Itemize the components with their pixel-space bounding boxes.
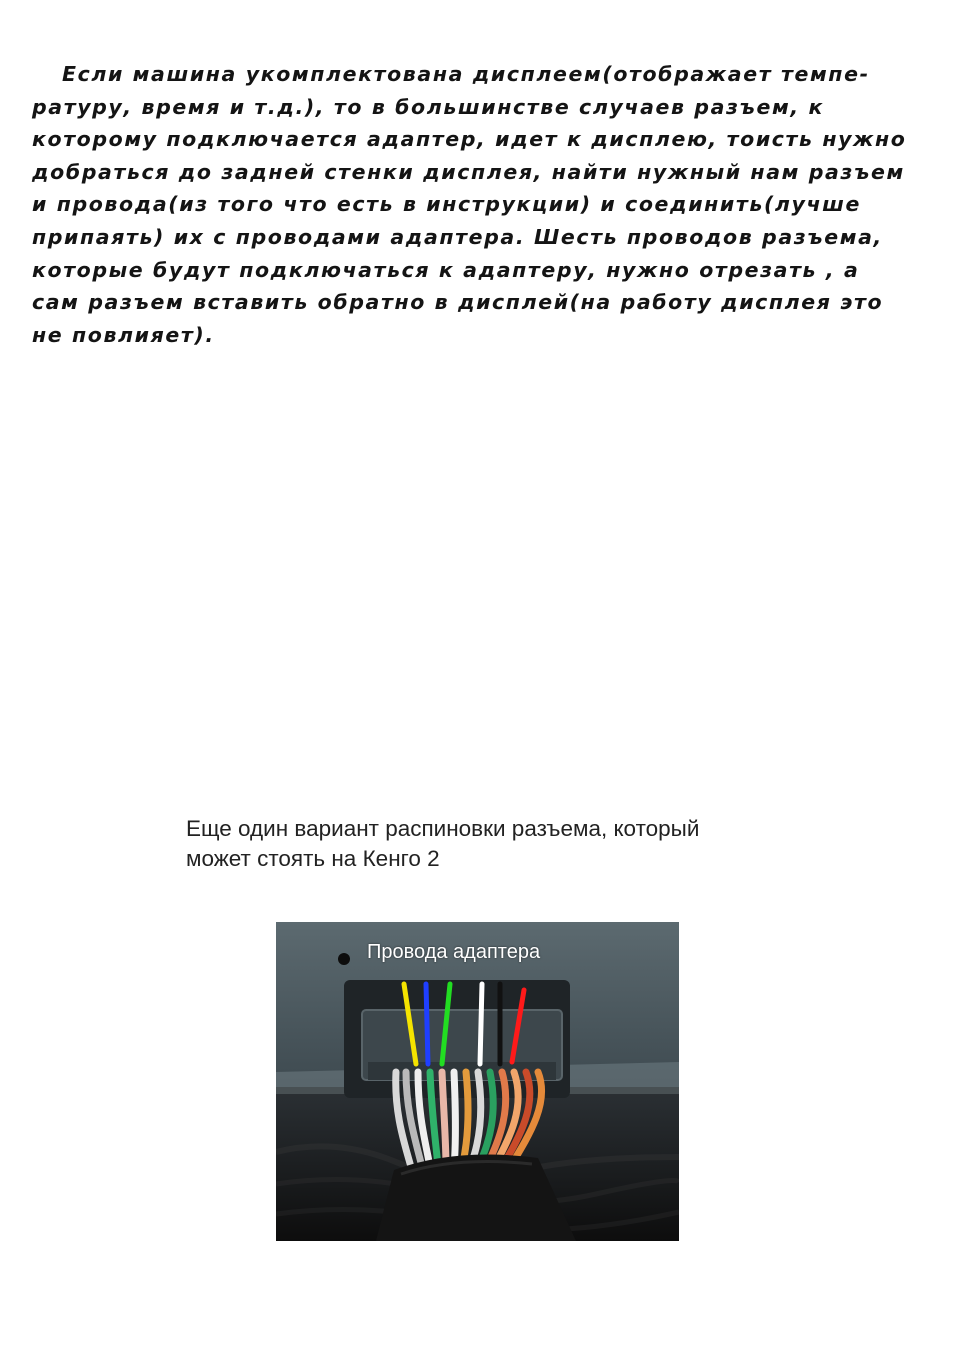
instruction-line: добраться до задней стенки дисплея, найти нужный нам разъем bbox=[32, 159, 905, 184]
instruction-line: которые будут подключаться к адаптеру, нужно отрезать , а bbox=[32, 257, 860, 282]
connector-photo bbox=[276, 922, 679, 1241]
caption-line: Еще один вариант распиновки разъема, который bbox=[186, 816, 700, 841]
caption-line: может стоять на Кенго 2 bbox=[186, 846, 440, 871]
instruction-line: Если машина укомплектована дисплеем(отображает темпе- bbox=[62, 62, 870, 86]
instruction-line: сам разъем вставить обратно в дисплей(на работу дисплея это bbox=[32, 290, 884, 315]
instruction-line: ратуру, время и т.д.), то в большинстве случаев разъем, к bbox=[32, 94, 825, 119]
instruction-line: припаять) их с проводами адаптера. Шесть проводов разъема, bbox=[32, 224, 883, 249]
photo-caption bbox=[186, 814, 826, 874]
adapter-wires-label: Провода адаптера bbox=[367, 941, 541, 963]
instruction-paragraph bbox=[32, 58, 932, 351]
instruction-line: не повлияет). bbox=[32, 322, 215, 347]
instruction-line: и провода(из того что есть в инструкции) и соединить(лучше bbox=[32, 192, 862, 217]
instruction-line: которому подключается адаптер, идет к дисплею, тоисть нужно bbox=[32, 127, 907, 152]
panel-dot bbox=[338, 953, 350, 965]
wire-marker-line bbox=[480, 984, 482, 1064]
wire-marker-line bbox=[426, 984, 428, 1064]
connector-photo-illustration bbox=[276, 922, 679, 1241]
